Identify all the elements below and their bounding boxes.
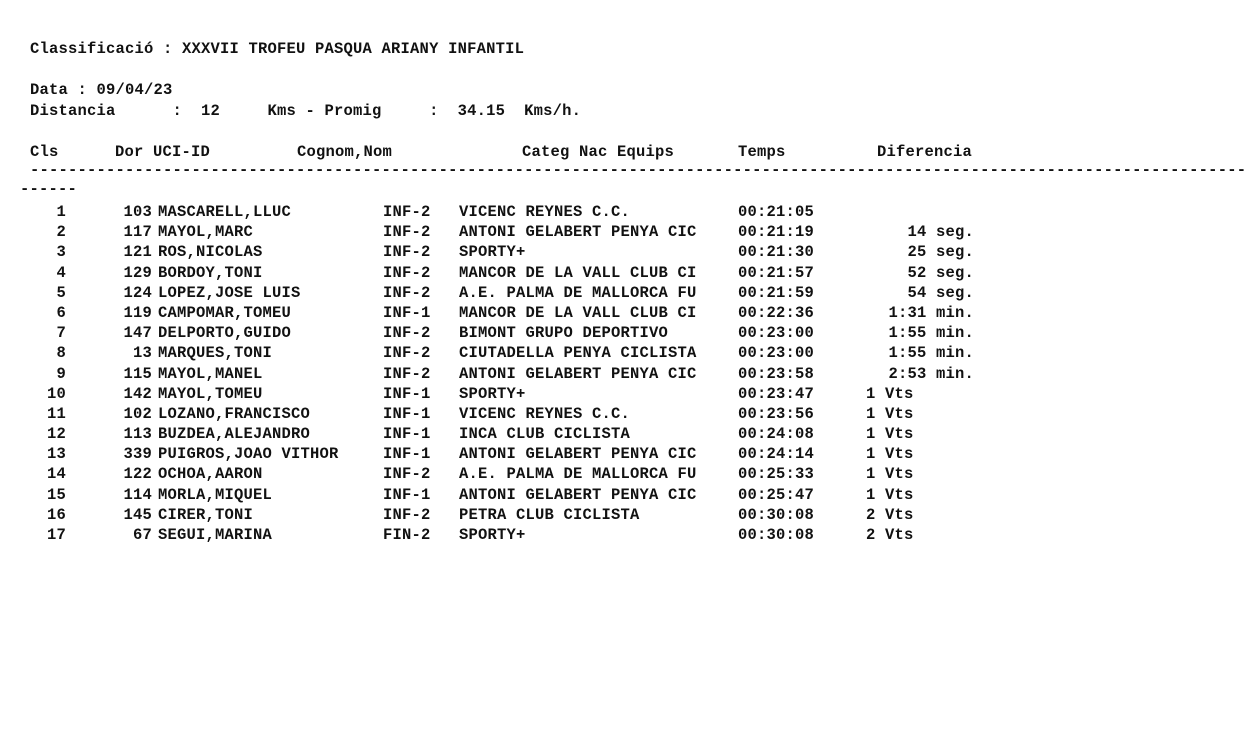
category-cell: INF-1 bbox=[383, 445, 431, 464]
team-cell: ANTONI GELABERT PENYA CIC bbox=[459, 445, 697, 464]
rank-cell: 7 bbox=[56, 324, 66, 343]
rider-name-cell: ROS,NICOLAS bbox=[158, 243, 263, 262]
category-cell: INF-2 bbox=[383, 203, 431, 221]
table-row bbox=[0, 203, 1024, 223]
time-cell: 00:25:33 bbox=[738, 465, 815, 484]
category-cell: INF-2 bbox=[383, 263, 431, 282]
bib-cell: 117 bbox=[123, 223, 152, 242]
time-cell: 00:25:47 bbox=[738, 485, 815, 504]
table-row bbox=[0, 223, 1024, 243]
table-row bbox=[0, 243, 1024, 263]
time-cell: 00:30:08 bbox=[738, 505, 815, 524]
category-cell: INF-2 bbox=[383, 344, 431, 363]
category-cell: INF-1 bbox=[383, 384, 431, 403]
bib-cell: 115 bbox=[123, 364, 152, 383]
results-table bbox=[0, 203, 1024, 546]
rider-name-cell: BUZDEA,ALEJANDRO bbox=[158, 425, 311, 444]
bib-cell: 114 bbox=[123, 485, 152, 504]
rank-cell: 9 bbox=[56, 364, 66, 383]
team-cell: A.E. PALMA DE MALLORCA FU bbox=[459, 283, 697, 302]
difference-cell: 2 Vts bbox=[866, 505, 914, 524]
time-cell: 00:23:56 bbox=[738, 404, 815, 423]
race-distance-average: Distancia : 12 Kms - Promig : 34.15 Kms/h. bbox=[30, 102, 582, 120]
rider-name-cell: CIRER,TONI bbox=[158, 505, 254, 524]
time-cell: 00:30:08 bbox=[738, 526, 815, 544]
bib-cell: 339 bbox=[123, 445, 152, 464]
difference-cell: 54 seg. bbox=[907, 283, 974, 302]
bib-cell: 119 bbox=[123, 303, 152, 322]
bib-cell: 113 bbox=[123, 425, 152, 444]
team-cell: MANCOR DE LA VALL CLUB CI bbox=[459, 263, 697, 282]
category-cell: INF-2 bbox=[383, 364, 431, 383]
bib-cell: 67 bbox=[132, 526, 152, 544]
time-cell: 00:23:00 bbox=[738, 324, 815, 343]
difference-cell: 14 seg. bbox=[907, 223, 974, 242]
difference-cell: 1:55 min. bbox=[888, 344, 974, 363]
difference-cell: 1 Vts bbox=[866, 425, 914, 444]
table-row bbox=[0, 284, 1024, 304]
rank-cell: 11 bbox=[46, 404, 66, 423]
rank-cell: 16 bbox=[46, 505, 66, 524]
bib-cell: 124 bbox=[123, 283, 152, 302]
time-cell: 00:23:58 bbox=[738, 364, 815, 383]
team-cell: ANTONI GELABERT PENYA CIC bbox=[459, 223, 697, 242]
difference-cell: 1 Vts bbox=[866, 404, 914, 423]
difference-cell: 1 Vts bbox=[866, 445, 914, 464]
category-cell: FIN-2 bbox=[383, 526, 431, 544]
team-cell: BIMONT GRUPO DEPORTIVO bbox=[459, 324, 669, 343]
rider-name-cell: MAYOL,MARC bbox=[158, 223, 254, 242]
category-cell: INF-2 bbox=[383, 324, 431, 343]
team-cell: ANTONI GELABERT PENYA CIC bbox=[459, 364, 697, 383]
team-cell: SPORTY+ bbox=[459, 526, 526, 544]
rank-cell: 1 bbox=[56, 203, 66, 221]
bib-cell: 103 bbox=[123, 203, 152, 221]
race-date: Data : 09/04/23 bbox=[30, 81, 173, 99]
time-cell: 00:24:08 bbox=[738, 425, 815, 444]
rank-cell: 2 bbox=[56, 223, 66, 242]
team-cell: SPORTY+ bbox=[459, 384, 526, 403]
bib-cell: 13 bbox=[132, 344, 152, 363]
category-cell: INF-2 bbox=[383, 505, 431, 524]
rider-name-cell: MARQUES,TONI bbox=[158, 344, 273, 363]
table-row bbox=[0, 405, 1024, 425]
difference-cell: 1 Vts bbox=[866, 465, 914, 484]
table-row bbox=[0, 385, 1024, 405]
table-row bbox=[0, 304, 1024, 324]
difference-cell: 52 seg. bbox=[907, 263, 974, 282]
rider-name-cell: MAYOL,TOMEU bbox=[158, 384, 263, 403]
column-header-dor-uci: Dor UCI-ID bbox=[115, 143, 211, 161]
difference-cell: 1:31 min. bbox=[888, 303, 974, 322]
difference-cell: 1 Vts bbox=[866, 485, 914, 504]
rank-cell: 13 bbox=[46, 445, 66, 464]
bib-cell: 122 bbox=[123, 465, 152, 484]
category-cell: INF-2 bbox=[383, 223, 431, 242]
column-header-time: Temps bbox=[738, 143, 786, 161]
team-cell: VICENC REYNES C.C. bbox=[459, 203, 631, 221]
time-cell: 00:21:59 bbox=[738, 283, 815, 302]
bib-cell: 145 bbox=[123, 505, 152, 524]
rider-name-cell: DELPORTO,GUIDO bbox=[158, 324, 292, 343]
table-row bbox=[0, 506, 1024, 526]
time-cell: 00:24:14 bbox=[738, 445, 815, 464]
time-cell: 00:21:05 bbox=[738, 203, 815, 221]
rank-cell: 3 bbox=[56, 243, 66, 262]
rider-name-cell: MORLA,MIQUEL bbox=[158, 485, 273, 504]
time-cell: 00:23:47 bbox=[738, 384, 815, 403]
category-cell: INF-1 bbox=[383, 404, 431, 423]
team-cell: MANCOR DE LA VALL CLUB CI bbox=[459, 303, 697, 322]
category-cell: INF-1 bbox=[383, 485, 431, 504]
time-cell: 00:21:30 bbox=[738, 243, 815, 262]
team-cell: CIUTADELLA PENYA CICLISTA bbox=[459, 344, 697, 363]
time-cell: 00:22:36 bbox=[738, 303, 815, 322]
column-header-categ: Categ Nac Equips bbox=[522, 143, 675, 161]
rank-cell: 6 bbox=[56, 303, 66, 322]
table-header bbox=[0, 143, 1024, 163]
rider-name-cell: LOPEZ,JOSE LUIS bbox=[158, 283, 301, 302]
difference-cell: 25 seg. bbox=[907, 243, 974, 262]
category-cell: INF-1 bbox=[383, 425, 431, 444]
table-row bbox=[0, 264, 1024, 284]
rider-name-cell: MASCARELL,LLUC bbox=[158, 203, 292, 221]
rank-cell: 5 bbox=[56, 283, 66, 302]
team-cell: SPORTY+ bbox=[459, 243, 526, 262]
page-title: Classificació : XXXVII TROFEU PASQUA ARIANY INFANTIL bbox=[30, 40, 525, 58]
time-cell: 00:21:19 bbox=[738, 223, 815, 242]
rank-cell: 4 bbox=[56, 263, 66, 282]
table-row bbox=[0, 425, 1024, 445]
table-row bbox=[0, 344, 1024, 364]
table-row bbox=[0, 365, 1024, 385]
bib-cell: 102 bbox=[123, 404, 152, 423]
category-cell: INF-2 bbox=[383, 243, 431, 262]
rank-cell: 15 bbox=[46, 485, 66, 504]
rank-cell: 17 bbox=[46, 526, 66, 544]
header-separator-tail: ------ bbox=[20, 180, 78, 198]
bib-cell: 142 bbox=[123, 384, 152, 403]
rider-name-cell: MAYOL,MANEL bbox=[158, 364, 263, 383]
table-row bbox=[0, 445, 1024, 465]
bib-cell: 147 bbox=[123, 324, 152, 343]
column-header-cls: Cls bbox=[30, 143, 59, 161]
table-row bbox=[0, 486, 1024, 506]
category-cell: INF-1 bbox=[383, 303, 431, 322]
rank-cell: 8 bbox=[56, 344, 66, 363]
category-cell: INF-2 bbox=[383, 283, 431, 302]
difference-cell: 2:53 min. bbox=[888, 364, 974, 383]
rider-name-cell: PUIGROS,JOAO VITHOR bbox=[158, 445, 339, 464]
table-row bbox=[0, 526, 1024, 546]
rank-cell: 10 bbox=[46, 384, 66, 403]
time-cell: 00:21:57 bbox=[738, 263, 815, 282]
rank-cell: 14 bbox=[46, 465, 66, 484]
rider-name-cell: LOZANO,FRANCISCO bbox=[158, 404, 311, 423]
rider-name-cell: OCHOA,AARON bbox=[158, 465, 263, 484]
team-cell: INCA CLUB CICLISTA bbox=[459, 425, 631, 444]
difference-cell: 2 Vts bbox=[866, 526, 914, 544]
rank-cell: 12 bbox=[46, 425, 66, 444]
bib-cell: 129 bbox=[123, 263, 152, 282]
header-separator: -------------------------------------------------------------------------------------------------------------------------------- bbox=[30, 161, 1246, 179]
rider-name-cell: CAMPOMAR,TOMEU bbox=[158, 303, 292, 322]
time-cell: 00:23:00 bbox=[738, 344, 815, 363]
team-cell: VICENC REYNES C.C. bbox=[459, 404, 631, 423]
table-row bbox=[0, 324, 1024, 344]
team-cell: A.E. PALMA DE MALLORCA FU bbox=[459, 465, 697, 484]
bib-cell: 121 bbox=[123, 243, 152, 262]
difference-cell: 1:55 min. bbox=[888, 324, 974, 343]
team-cell: ANTONI GELABERT PENYA CIC bbox=[459, 485, 697, 504]
rider-name-cell: SEGUI,MARINA bbox=[158, 526, 273, 544]
table-row bbox=[0, 465, 1024, 485]
column-header-diff: Diferencia bbox=[877, 143, 973, 161]
team-cell: PETRA CLUB CICLISTA bbox=[459, 505, 640, 524]
column-header-name: Cognom,Nom bbox=[297, 143, 393, 161]
category-cell: INF-2 bbox=[383, 465, 431, 484]
difference-cell: 1 Vts bbox=[866, 384, 914, 403]
rider-name-cell: BORDOY,TONI bbox=[158, 263, 263, 282]
